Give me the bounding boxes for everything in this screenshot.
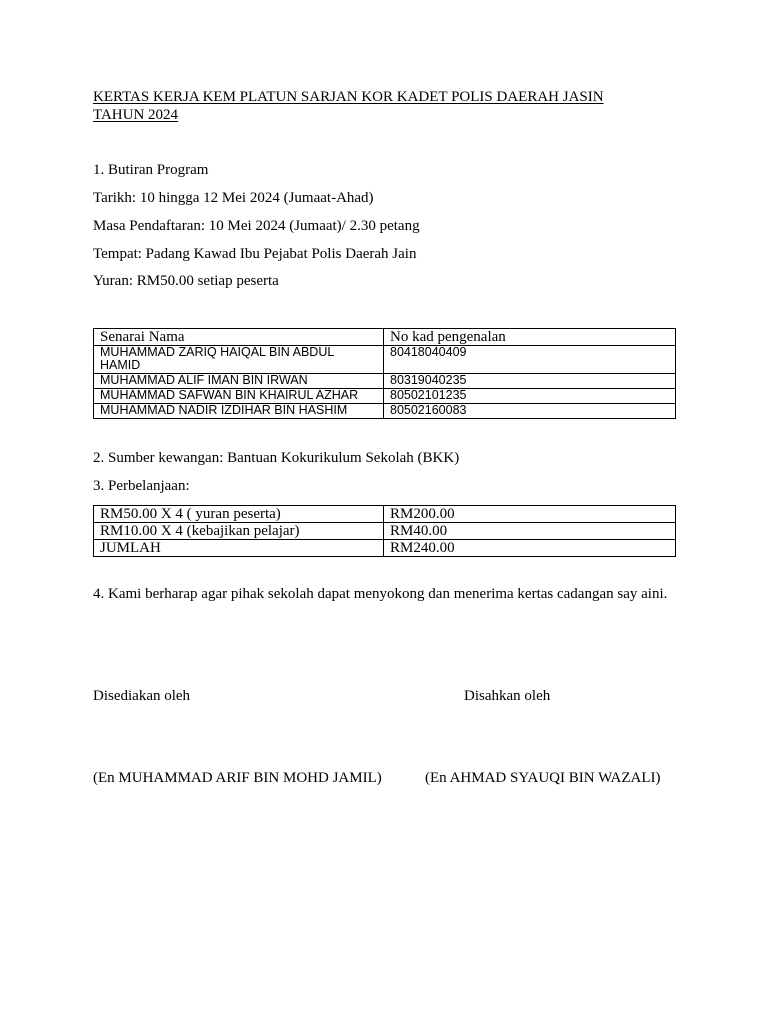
table-row: [94, 404, 676, 419]
prepared-by-name: (En MUHAMMAD ARIF BIN MOHD JAMIL): [93, 770, 382, 786]
expense-item: RM10.00 X 4 (kebajikan pelajar): [94, 523, 384, 540]
participant-ic: 80502101235: [384, 389, 676, 404]
approved-by-label: Disahkan oleh: [464, 688, 551, 704]
prepared-by-label: Disediakan oleh: [93, 688, 191, 704]
table-header-row: [94, 329, 676, 346]
funding-source: 2. Sumber kewangan: Bantuan Kokurikulum Sekolah (BKK): [93, 450, 460, 466]
section-1-heading: 1. Butiran Program: [93, 162, 209, 178]
expense-total-amount: RM240.00: [384, 540, 676, 557]
closing-statement: 4. Kami berharap agar pihak sekolah dapat menyokong dan menerima kertas cadangan say aini.: [93, 586, 668, 602]
expense-amount: RM200.00: [384, 506, 676, 523]
header-ic: No kad pengenalan: [384, 329, 676, 346]
table-row: [94, 523, 676, 540]
program-venue: Tempat: Padang Kawad Ibu Pejabat Polis Daerah Jain: [93, 246, 417, 262]
participant-ic: 80319040235: [384, 374, 676, 389]
approved-by-name: (En AHMAD SYAUQI BIN WAZALI): [425, 770, 661, 786]
registration-time: Masa Pendaftaran: 10 Mei 2024 (Jumaat)/ 2.30 petang: [93, 218, 420, 234]
document-title: KERTAS KERJA KEM PLATUN SARJAN KOR KADET POLIS DAERAH JASIN TAHUN 2024: [93, 89, 604, 123]
program-date: Tarikh: 10 hingga 12 Mei 2024 (Jumaat-Ahad): [93, 190, 374, 206]
section-3-heading: 3. Perbelanjaan:: [93, 478, 190, 494]
participant-name: MUHAMMAD ZARIQ HAIQAL BIN ABDUL HAMID: [94, 346, 384, 374]
header-name: Senarai Nama: [94, 329, 384, 346]
participant-name: MUHAMMAD ALIF IMAN BIN IRWAN: [94, 374, 384, 389]
expense-table: [93, 505, 676, 557]
participant-name: MUHAMMAD SAFWAN BIN KHAIRUL AZHAR: [94, 389, 384, 404]
participant-ic: 80418040409: [384, 346, 676, 374]
table-row: [94, 540, 676, 557]
participants-table: [93, 328, 676, 419]
table-row: [94, 374, 676, 389]
expense-amount: RM40.00: [384, 523, 676, 540]
expense-total-label: JUMLAH: [94, 540, 384, 557]
table-row: [94, 506, 676, 523]
expense-item: RM50.00 X 4 ( yuran peserta): [94, 506, 384, 523]
participant-ic: 80502160083: [384, 404, 676, 419]
program-fee: Yuran: RM50.00 setiap peserta: [93, 273, 279, 289]
table-row: [94, 346, 676, 374]
table-row: [94, 389, 676, 404]
participant-name: MUHAMMAD NADIR IZDIHAR BIN HASHIM: [94, 404, 384, 419]
